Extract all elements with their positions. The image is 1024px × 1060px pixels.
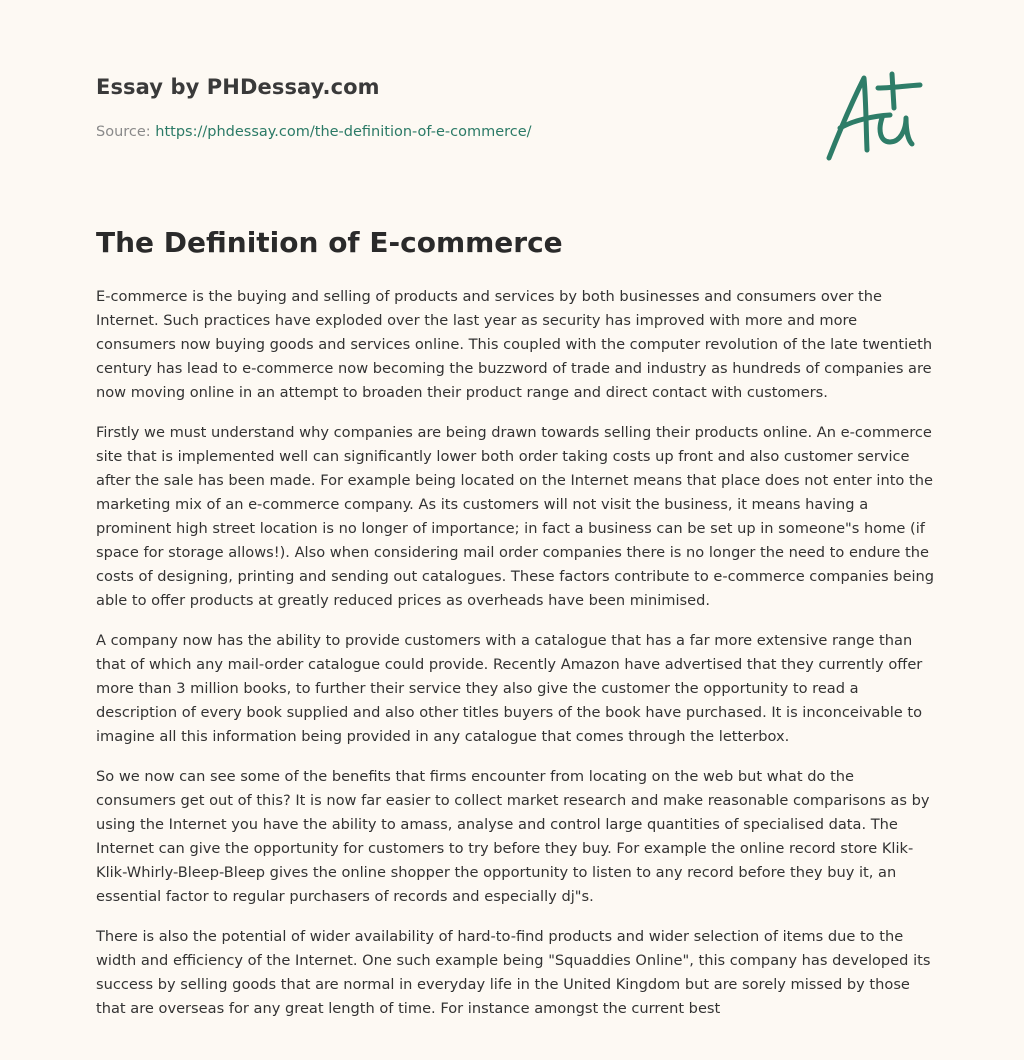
page-header: [96, 0, 936, 190]
site-title: Essay by PHDessay.com: [96, 75, 380, 99]
a-plus-logo-icon: [824, 68, 924, 164]
essay-title: The Definition of E-commerce: [96, 226, 563, 259]
essay-paragraph: There is also the potential of wider availability of hard-to-find products and wider selection of items due to the width and efficiency of the Internet. One such example being "Squaddies Online", this company has developed its success by selling goods that are normal in everyday life in the United Kingdom but are sorely missed by those that are overseas for any great length of time. For instance amongst the current best: [96, 928, 931, 1017]
essay-body: [96, 285, 936, 1037]
essay-paragraph: Firstly we must understand why companies are being drawn towards selling their products online. An e-commerce site that is implemented well can significantly lower both order taking costs up front and also customer service after the sale has been made. For example being located on the Internet means that place does not enter into the marketing mix of an e-commerce company. As its customers will not visit the business, it means having a prominent high street location is no longer of importance; in fact a business can be set up in someone"s home (if space for storage allows!). Also when considering mail order companies there is no longer the need to endure the costs of designing, printing and sending out catalogues. These factors contribute to e-commerce companies being able to offer products at greatly reduced prices as overheads have been minimised.: [96, 424, 935, 609]
essay-paragraph: A company now has the ability to provide customers with a catalogue that has a far more extensive range than that of which any mail-order catalogue could provide. Recently Amazon have advertised that they currently offer more than 3 million books, to further their service they also give the customer the opportunity to read a description of every book supplied and also other titles buyers of the book have purchased. It is inconceivable to imagine all this information being provided in any catalogue that comes through the letterbox.: [96, 632, 923, 745]
essay-paragraph: E-commerce is the buying and selling of products and services by both businesses and consumers over the Internet. Such practices have exploded over the last year as security has improved with more and more consumers now buying goods and services online. This coupled with the computer revolution of the late twentieth century has lead to e-commerce now becoming the buzzword of trade and industry as hundreds of companies are now moving online in an attempt to broaden their product range and direct contact with customers.: [96, 288, 933, 401]
essay-page: [96, 0, 936, 1017]
source-line: [96, 124, 532, 140]
essay-paragraph: So we now can see some of the benefits that firms encounter from locating on the web but what do the consumers get out of this? It is now far easier to collect market research and make reasonable comparisons as by using the Internet you have the ability to amass, analyse and control large quantities of specialised data. The Internet can give the opportunity for customers to try before they buy. For example the online record store Klik-Klik-Whirly-Bleep-Bleep gives the online shopper the opportunity to listen to any record before they buy it, an essential factor to regular purchasers of records and especially dj"s.: [96, 768, 930, 905]
source-label: Source:: [96, 124, 151, 140]
source-link[interactable]: https://phdessay.com/the-definition-of-e-commerce/: [155, 124, 532, 140]
